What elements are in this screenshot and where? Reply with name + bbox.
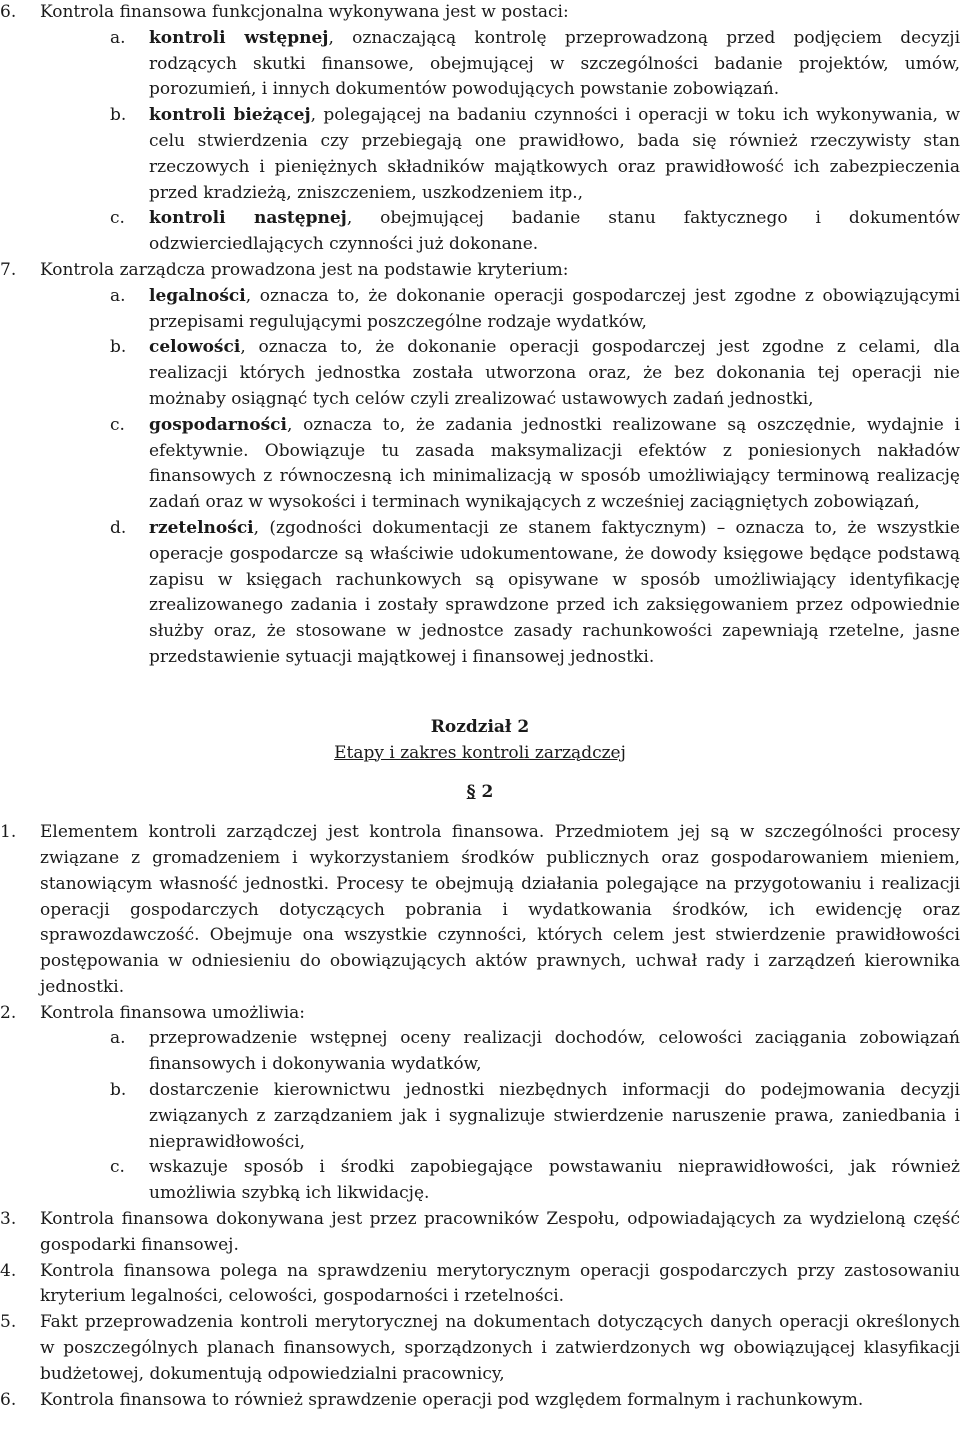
sub-text: wskazuje sposób i środki zapobiegające powstawaniu nieprawidłowości, jak również umożliwia szybką ich likwidację. — [149, 1157, 960, 1204]
term-bold: gospodarności — [149, 414, 287, 435]
item-number: 2. — [0, 1002, 17, 1023]
section-number: 2 — [481, 782, 494, 803]
sub-text: , obejmującej badanie stanu faktycznego i dokumentów odzwierciedlających czynności już dokonane. — [149, 208, 960, 255]
sub-text: dostarczenie kierownictwu jednostki niezbędnych informacji do podejmowania decyzji związanych z zarządzaniem jak i sygnalizuje stwierdzenie naruszenie prawa, zaniedbania i nieprawidłowości, — [149, 1080, 960, 1152]
sub-letter: c. — [110, 414, 125, 435]
term-bold: kontroli następnej — [149, 208, 347, 229]
chapter-title: Rozdział 2 — [430, 716, 530, 737]
item-number: 4. — [0, 1260, 17, 1281]
term-bold: rzetelności — [149, 517, 254, 538]
item-text: Kontrola finansowa to również sprawdzenie operacji pod względem formalnym i rachunkowym. — [40, 1389, 864, 1410]
sub-letter: b. — [110, 105, 127, 126]
sub-letter: a. — [110, 1028, 126, 1049]
sub-item-b — [0, 103, 960, 206]
point-5 — [0, 1310, 960, 1387]
term-bold: celowości — [149, 337, 241, 358]
item-text: Kontrola finansowa dokonywana jest przez pracowników Zespołu, odpowiadających za wydzieloną część gospodarki finansowej. — [40, 1209, 960, 1255]
sub-text: , polegającej na badaniu czynności i operacji w toku ich wykonywania, w celu stwierdzenia czy przebiegają one prawidłowo, bada się również rzeczywisty stan rzeczowych i pieniężnych składników majątkowych oraz prawidłowość ich zabezpieczenia przed kradzieżą, zniszczeniem, uszkodzeniem itp., — [149, 105, 960, 203]
sub-letter: b. — [110, 337, 127, 358]
criterion-d — [0, 516, 960, 671]
item-number: 1. — [0, 822, 17, 843]
item-number: 3. — [0, 1209, 17, 1230]
sub-item-a — [0, 26, 960, 103]
point-2-sub-a — [0, 1026, 960, 1078]
item-number: 7. — [0, 259, 17, 280]
term-bold: kontroli wstępnej — [149, 27, 329, 48]
term-bold: legalności — [149, 285, 246, 306]
item-text: Kontrola finansowa polega na sprawdzeniu merytorycznym operacji gospodarczych przy zastosowaniu kryterium legalności, celowości, gospodarności i rzetelności. — [40, 1260, 960, 1307]
item-text: Fakt przeprowadzenia kontroli merytorycznej na dokumentach dotyczących danych operacji określonych w poszczególnych planach finansowych, sporządzonych i zatwierdzonych wg obowiązującej klasyfikacji budżetowej, dokumentują odpowiedzialni pracownicy, — [40, 1312, 960, 1384]
sub-text: , oznacza to, że zadania jednostki realizowane są oszczędnie, wydajnie i efektywnie. Obowiązuje tu zasada maksymalizacji efektów z poniesionych nakładów finansowych z równoczesną ich minimalizacją w sposób umożliwiający terminową realizację zadań oraz w wysokości i terminach wynikających z wcześniej zaciągniętych zobowiązań, — [149, 414, 960, 513]
chapter-subtitle: Etapy i zakres kontroli zarządczej — [334, 742, 626, 763]
sub-letter: c. — [110, 208, 125, 229]
item-number: 6. — [0, 2, 17, 22]
sub-letter: d. — [110, 517, 127, 538]
item-text: Elementem kontroli zarządczej jest kontrola finansowa. Przedmiotem jej są w szczególności procesy związane z gromadzeniem i wykorzystaniem środków publicznych oraz gospodarowaniem mieniem, stanowiącym własność jednostki. Procesy te obejmują działania polegające na przygotowaniu i realizacji operacji gospodarczych dotyczących pobrania i wydatkowania środków, ich ewidencję oraz sprawozdawczość. Obejmuje ona wszystkie czynności, których celem jest stwierdzenie prawidłowości postępowania w odniesieniu do obowiązujących aktów prawnych, uchwał rady i zarządzeń kierownika jednostki. — [40, 822, 960, 997]
point-6 — [0, 1388, 960, 1414]
sub-text: , oznacza to, że dokonanie operacji gospodarczej jest zgodne z obowiązującymi przepisami regulującymi poszczególne rodzaje wydatków, — [149, 285, 960, 332]
criterion-b — [0, 335, 960, 412]
term-bold: kontroli bieżącej — [149, 105, 311, 126]
sub-letter: a. — [110, 27, 126, 48]
point-2-sub-b — [0, 1078, 960, 1155]
point-4 — [0, 1259, 960, 1311]
list-item-7 — [0, 258, 960, 284]
criterion-a — [0, 284, 960, 336]
point-2 — [0, 1001, 960, 1027]
item-text: Kontrola finansowa umożliwia: — [40, 1002, 306, 1023]
sub-text: , (zgodności dokumentacji ze stanem faktycznym) – oznacza to, że wszystkie operacje gospodarcze są właściwie udokumentowane, że dowody księgowe będące podstawą zapisu w księgach rachunkowych są opisywane w sposób umożliwiający identyfikację zrealizowanego zadania i zostały sprawdzone przed ich zaksięgowaniem przez odpowiednie służby oraz, że stosowane w jednostce zasady rachunkowości zapewniają rzetelne, jasne przedstawienie sytuacji majątkowej i finansowej jednostki. — [149, 517, 960, 667]
sub-letter: b. — [110, 1080, 127, 1101]
sub-letter: a. — [110, 285, 126, 306]
section-mark — [0, 780, 960, 806]
item-number: 6. — [0, 1389, 17, 1410]
sub-letter: c. — [110, 1157, 125, 1178]
section-sign: § — [466, 782, 476, 803]
chapter-heading — [0, 715, 960, 806]
sub-item-c — [0, 206, 960, 258]
item-text: Kontrola finansowa funkcjonalna wykonywana jest w postaci: — [40, 2, 569, 22]
sub-text: , oznacza to, że dokonanie operacji gospodarczej jest zgodne z celami, dla realizacji których jednostka została utworzona oraz, że bez dokonania tej operacji nie możnaby osiągnąć tych celów czyli zrealizować ustawowych zadań jednostki, — [149, 337, 960, 409]
point-1 — [0, 820, 960, 1001]
item-number: 5. — [0, 1312, 17, 1333]
list-item-6 — [0, 0, 960, 26]
criterion-c — [0, 413, 960, 516]
sub-text: przeprowadzenie wstępnej oceny realizacji dochodów, celowości zaciągania zobowiązań finansowych i dokonywania wydatków, — [149, 1028, 960, 1075]
point-3 — [0, 1207, 960, 1259]
item-text: Kontrola zarządcza prowadzona jest na podstawie kryterium: — [40, 259, 569, 280]
point-2-sub-c — [0, 1155, 960, 1207]
sub-text: , oznaczającą kontrolę przeprowadzoną przed podjęciem decyzji rodzących skutki finansowe, obejmującej w szczególności badanie projektów, umów, porozumień, i innych dokumentów powodujących powstanie zobowiązań. — [149, 27, 960, 100]
